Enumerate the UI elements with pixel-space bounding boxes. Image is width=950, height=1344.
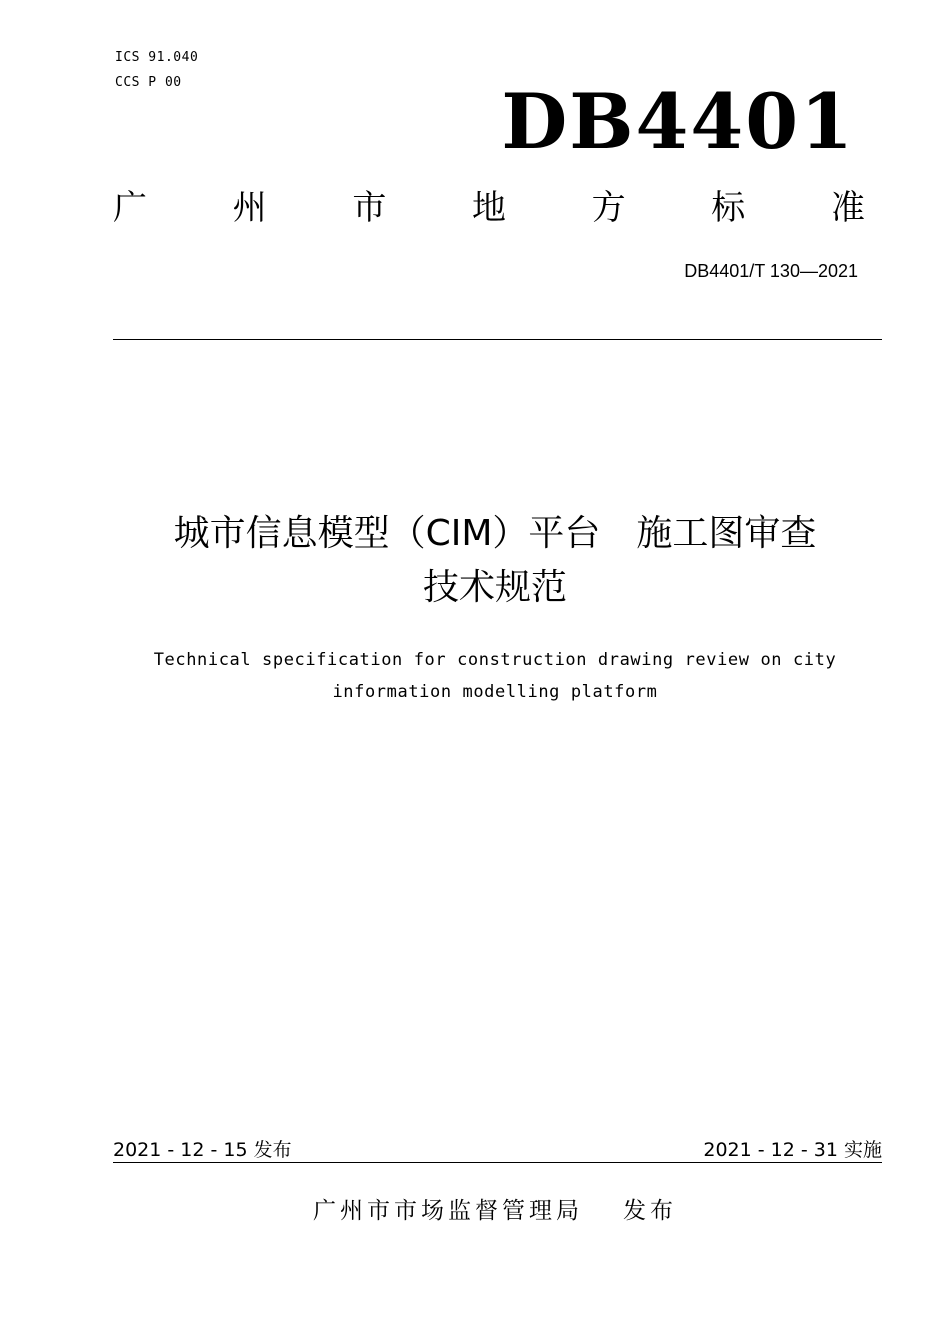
standard-type — [113, 188, 865, 228]
publisher-line — [0, 1196, 950, 1226]
db-mark: DB4401 — [501, 77, 855, 166]
ccs-code: CCS P 00 — [115, 75, 182, 90]
publisher-name: 广州市市场监督管理局 — [313, 1198, 583, 1224]
issue-date: 2021 - 12 - 15 发布 — [113, 1139, 292, 1161]
implementation-date: 2021 - 12 - 31 实施 — [703, 1139, 882, 1161]
standard-type-char: 市 — [352, 188, 387, 228]
standard-number: DB4401/T 130—2021 — [684, 261, 858, 281]
standard-type-char: 广 — [113, 188, 147, 228]
title-english-line-1: Technical specification for construction drawing review on city — [153, 650, 837, 670]
title-chinese-line-1: 城市信息模型（CIM）平台 施工图审查 — [173, 513, 817, 554]
standard-type-char: 标 — [711, 188, 746, 228]
standard-type-char: 地 — [471, 188, 506, 228]
standard-type-char: 方 — [591, 188, 626, 228]
header-divider — [113, 339, 882, 340]
footer-divider — [113, 1162, 882, 1163]
standard-type-char: 州 — [232, 188, 267, 228]
standard-type-char: 准 — [830, 188, 865, 228]
ics-code: ICS 91.040 — [115, 50, 199, 65]
publisher-action: 发布 — [623, 1198, 677, 1224]
title-english-line-2: information modelling platform — [332, 682, 658, 702]
title-chinese-line-2: 技术规范 — [422, 567, 567, 608]
